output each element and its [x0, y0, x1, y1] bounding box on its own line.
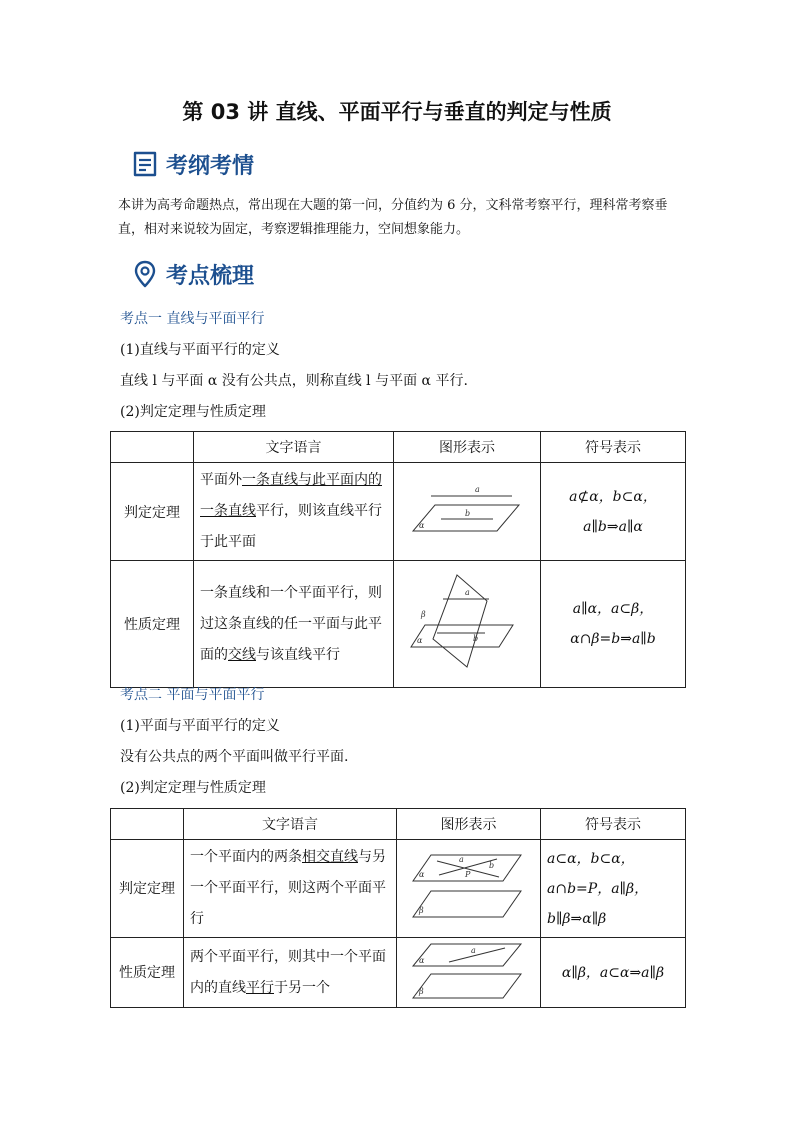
header-cell: 文字语言 — [184, 809, 397, 840]
svg-text:α: α — [417, 636, 423, 645]
row-label: 性质定理 — [111, 561, 194, 688]
point-title: 考点二 平面与平面平行 — [120, 687, 265, 703]
header-cell: 图形表示 — [397, 809, 541, 840]
row-label: 判定定理 — [111, 463, 194, 561]
plane-plane-judgement-figure — [409, 847, 529, 927]
header-cell — [111, 432, 194, 463]
header-cell: 符号表示 — [541, 809, 686, 840]
header-cell: 图形表示 — [394, 432, 541, 463]
line-plane-property-figure — [407, 567, 527, 677]
row-label: 性质定理 — [111, 938, 184, 1008]
svg-text:b: b — [488, 860, 494, 870]
text-language-cell: 一条直线和一个平面平行，则过这条直线的任一平面与此平面的交线与该直线平行 — [194, 561, 394, 688]
symbol-cell: α∥β，a⊂α⇒a∥β — [541, 938, 686, 1008]
page-title: 第 03 讲 直线、平面平行与垂直的判定与性质 — [182, 100, 612, 124]
svg-text:α: α — [418, 955, 424, 965]
svg-text:β: β — [418, 905, 424, 915]
svg-text:β: β — [421, 610, 426, 619]
svg-text:b: b — [473, 634, 479, 643]
row-label: 判定定理 — [111, 840, 184, 938]
map-pin-icon — [130, 259, 160, 289]
list-doc-icon — [130, 149, 160, 179]
definition-text: 直线 l 与平面 α 没有公共点，则称直线 l 与平面 α 平行. — [120, 373, 468, 389]
definition-heading: (1)平面与平面平行的定义 — [120, 718, 280, 734]
definition-text: 没有公共点的两个平面叫做平行平面. — [120, 749, 349, 765]
svg-text:a: a — [475, 484, 480, 494]
svg-text:α: α — [419, 520, 425, 530]
figure-cell — [397, 840, 541, 938]
plane-plane-property-figure — [409, 940, 529, 1002]
section-header-exam — [130, 146, 254, 182]
svg-text:a: a — [470, 945, 476, 955]
symbol-cell: a∥α，a⊂β，α∩β=b⇒a∥b — [541, 561, 686, 688]
table-row — [111, 840, 686, 938]
svg-text:P: P — [464, 869, 470, 879]
section-header-points — [130, 256, 254, 292]
figure-cell — [397, 938, 541, 1008]
section-title: 考纲考情 — [166, 153, 255, 179]
table-row — [111, 938, 686, 1008]
section-title: 考点梳理 — [166, 263, 255, 289]
point-title: 考点一 直线与平面平行 — [120, 311, 265, 327]
figure-cell — [394, 463, 541, 561]
intro-paragraph: 本讲为高考命题热点，常出现在大题的第一问，分值约为 6 分，文科常考察平行，理科常考察垂直，相对来说较为固定，考察逻辑推理能力，空间想象能力。 — [118, 198, 668, 237]
table-row — [111, 463, 686, 561]
svg-text:α: α — [418, 869, 424, 879]
header-cell: 文字语言 — [194, 432, 394, 463]
svg-text:a: a — [465, 588, 470, 597]
theorem-heading: (2)判定定理与性质定理 — [120, 404, 266, 420]
theorem-table-1 — [110, 431, 686, 688]
header-cell — [111, 809, 184, 840]
line-plane-parallel-figure — [407, 475, 527, 545]
symbol-cell: a⊄α，b⊂α，a∥b⇒a∥α — [541, 463, 686, 561]
table-header-row — [111, 809, 686, 840]
header-cell: 符号表示 — [541, 432, 686, 463]
symbol-cell: a⊂α，b⊂α，a∩b=P，a∥β，b∥β⇒α∥β — [541, 840, 686, 938]
text-language-cell: 一个平面内的两条相交直线与另一个平面平行，则这两个平面平行 — [184, 840, 397, 938]
svg-text:β: β — [418, 986, 424, 996]
theorem-heading: (2)判定定理与性质定理 — [120, 780, 266, 796]
svg-text:b: b — [465, 508, 471, 518]
table-row — [111, 561, 686, 688]
definition-heading: (1)直线与平面平行的定义 — [120, 342, 280, 358]
theorem-table-2 — [110, 808, 686, 1008]
table-header-row — [111, 432, 686, 463]
text-language-cell: 平面外一条直线与此平面内的一条直线平行，则该直线平行于此平面 — [194, 463, 394, 561]
svg-text:a: a — [458, 854, 464, 864]
text-language-cell: 两个平面平行，则其中一个平面内的直线平行于另一个 — [184, 938, 397, 1008]
figure-cell — [394, 561, 541, 688]
